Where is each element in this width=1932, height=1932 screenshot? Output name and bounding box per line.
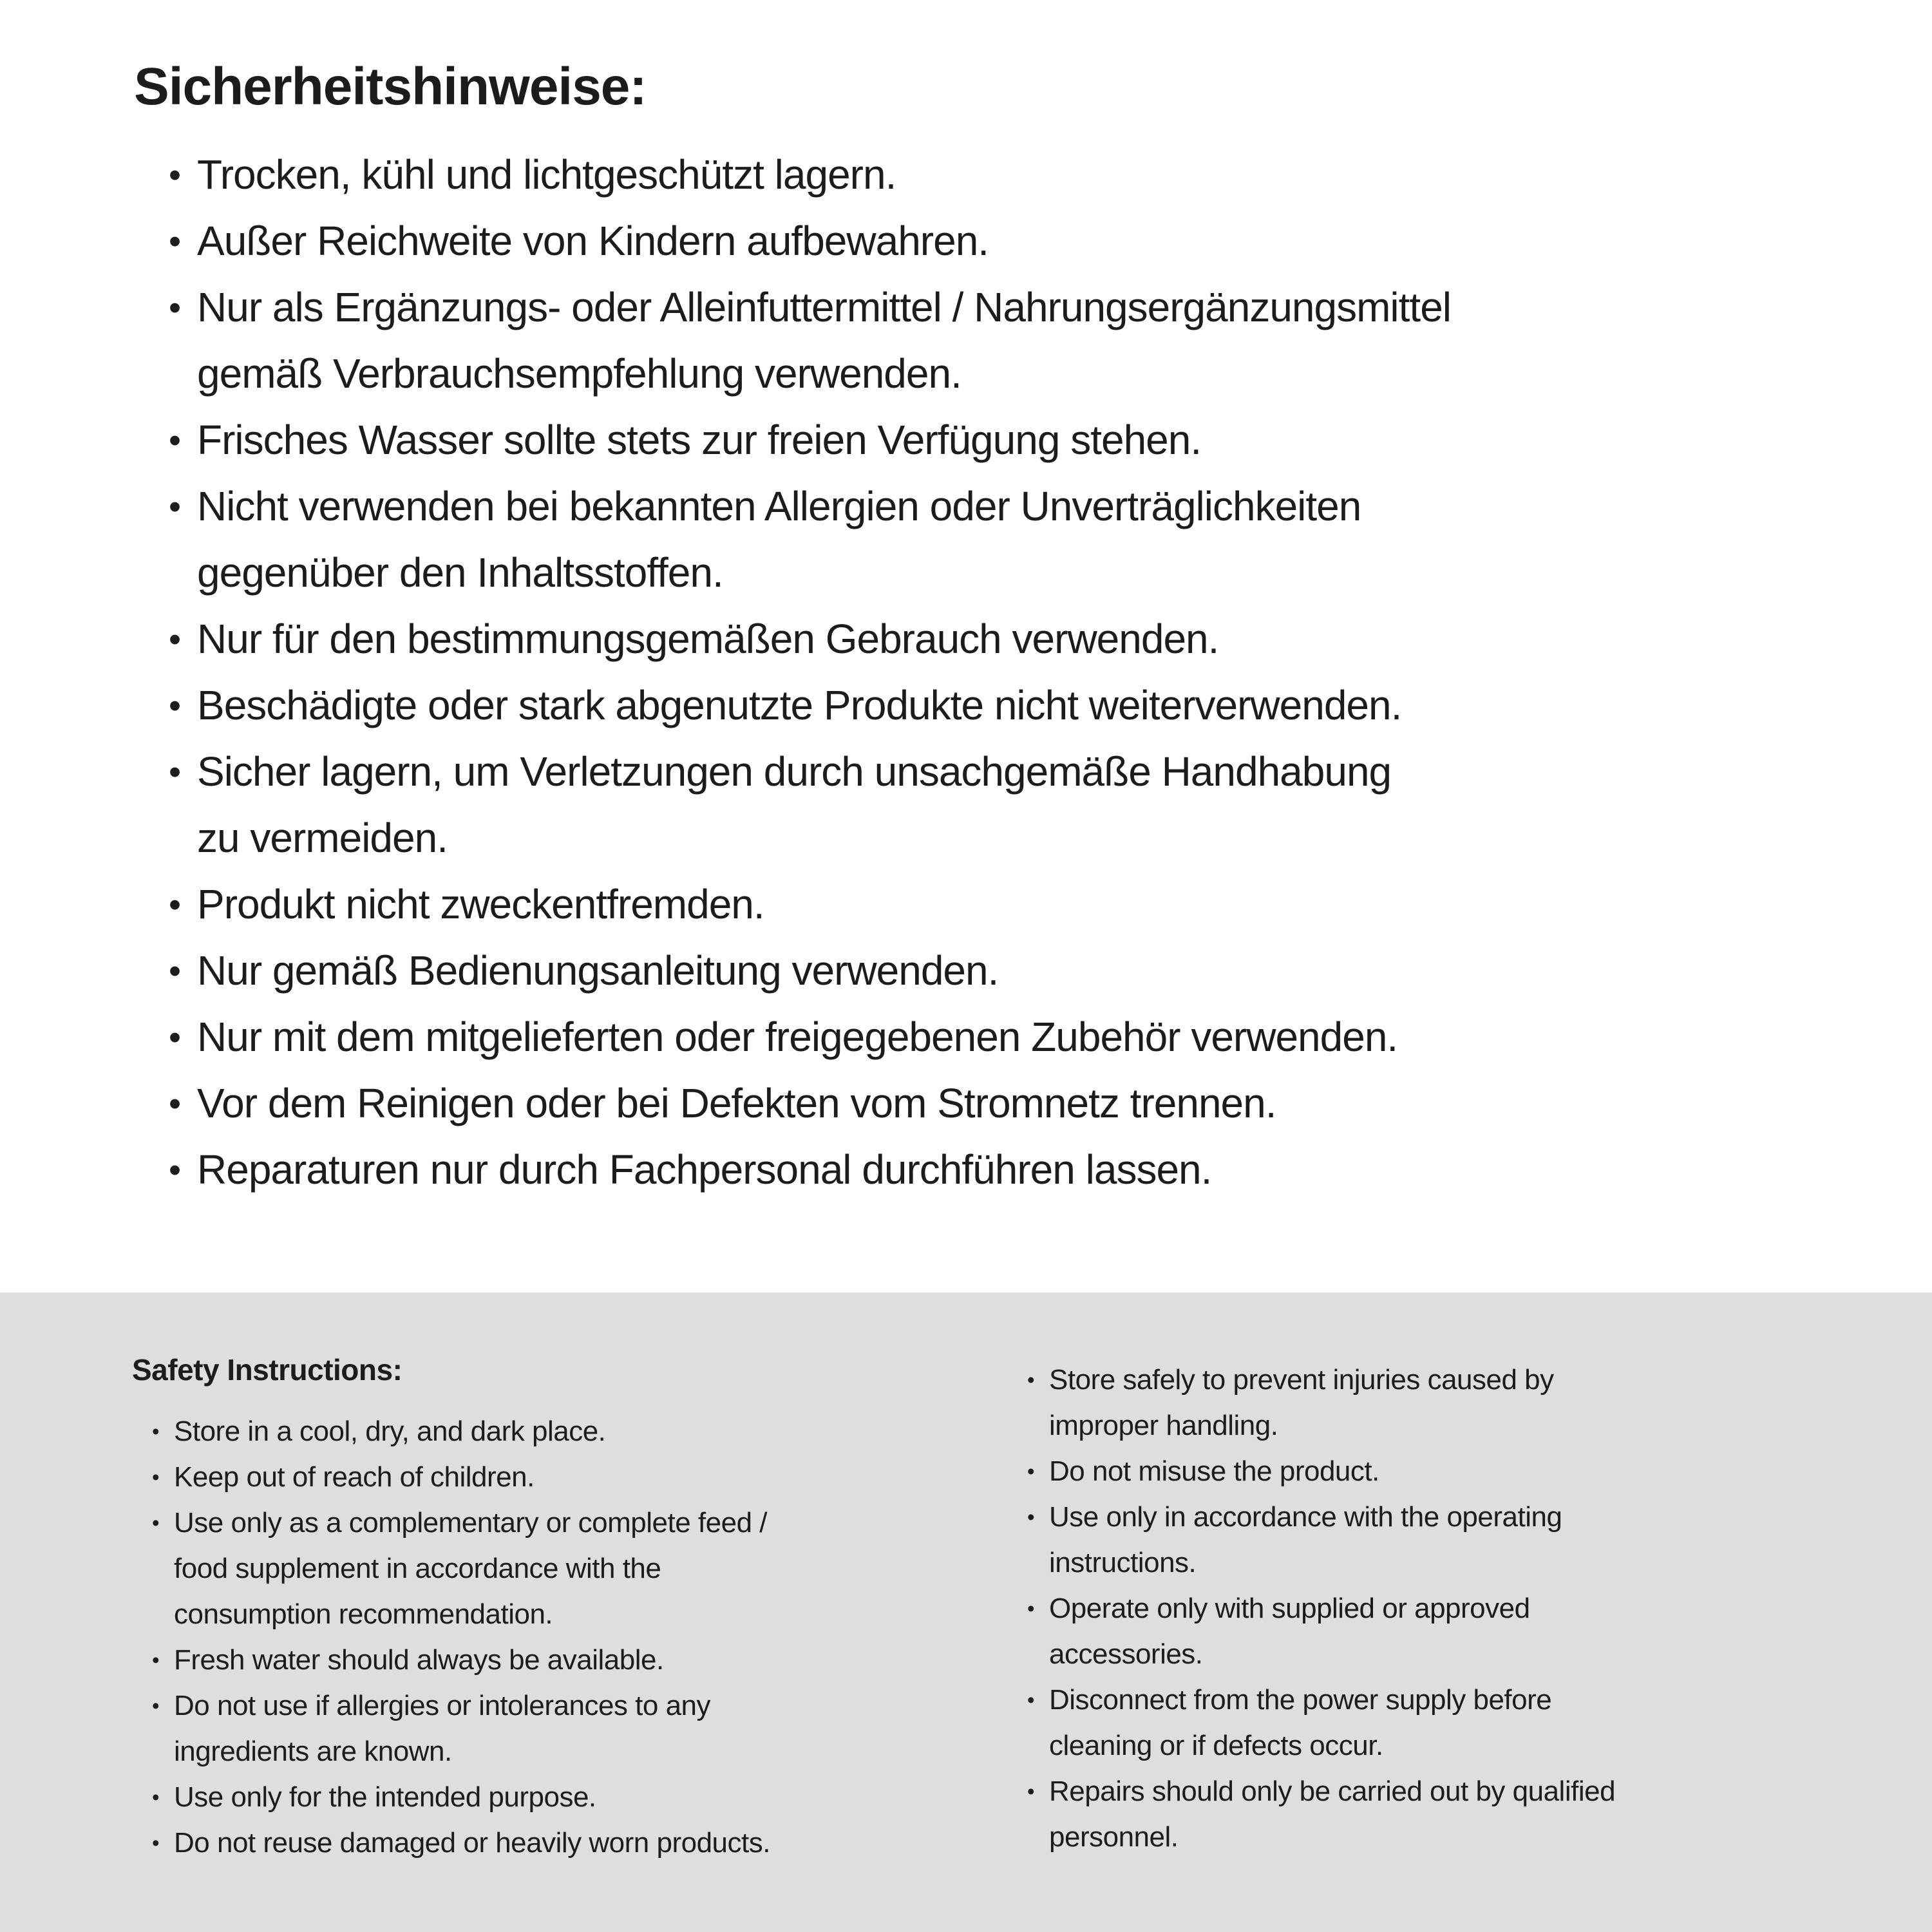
bullet-line: • Außer Reichweite von Kindern aufbewahren. <box>197 208 1451 274</box>
bullet-continuation-line: consumption recommendation. <box>174 1598 553 1630</box>
bullet-line: • Vor dem Reinigen oder bei Defekten vom Stromnetz trennen. <box>197 1070 1451 1137</box>
english-heading: Safety Instructions: <box>132 1353 402 1387</box>
list-item <box>174 1683 770 1774</box>
list-item <box>1049 1494 1615 1586</box>
bullet-continuation-line: ingredients are known. <box>174 1736 452 1767</box>
bullet-line: • Use only in accordance with the operating <box>1049 1494 1615 1540</box>
list-item <box>174 1454 770 1500</box>
bullet-line: • Keep out of reach of children. <box>174 1454 770 1500</box>
list-item <box>174 1500 770 1637</box>
list-item <box>174 1408 770 1454</box>
bullet-line: • Beschädigte oder stark abgenutzte Produkte nicht weiterverwenden. <box>197 672 1451 739</box>
list-item <box>197 672 1451 739</box>
list-item <box>197 1004 1451 1070</box>
bullet-continuation-line: accessories. <box>1049 1638 1203 1670</box>
bullet-line: • Nur als Ergänzungs- oder Alleinfuttermittel / Nahrungsergänzungsmittel <box>197 274 1451 341</box>
bullet-line: • Nur gemäß Bedienungsanleitung verwenden. <box>197 938 1451 1004</box>
bullet-line: • Repairs should only be carried out by qualified <box>1049 1768 1615 1814</box>
bullet-line: • Use only as a complementary or complete feed / <box>174 1500 770 1546</box>
bullet-line: • Reparaturen nur durch Fachpersonal durchführen lassen. <box>197 1137 1451 1203</box>
bullet-continuation-line: personnel. <box>1049 1821 1179 1853</box>
bullet-line: • Do not use if allergies or intolerances to any <box>174 1683 770 1728</box>
list-item <box>197 407 1451 473</box>
bullet-line: • Fresh water should always be available. <box>174 1637 770 1683</box>
bullet-line: • Use only for the intended purpose. <box>174 1774 770 1820</box>
bullet-continuation-line: cleaning or if defects occur. <box>1049 1730 1383 1761</box>
bullet-line: • Store in a cool, dry, and dark place. <box>174 1408 770 1454</box>
list-item <box>174 1820 770 1866</box>
list-item <box>1049 1448 1615 1494</box>
bullet-line: • Disconnect from the power supply before <box>1049 1677 1615 1723</box>
bullet-continuation-line: gemäß Verbrauchsempfehlung verwenden. <box>197 350 961 397</box>
list-item <box>1049 1357 1615 1448</box>
bullet-line: • Nur mit dem mitgelieferten oder freigegebenen Zubehör verwenden. <box>197 1004 1451 1070</box>
list-item <box>197 739 1451 871</box>
list-item <box>197 208 1451 274</box>
bullet-continuation-line: improper handling. <box>1049 1410 1278 1441</box>
bullet-continuation-line: food supplement in accordance with the <box>174 1553 661 1584</box>
bullet-line: • Operate only with supplied or approved <box>1049 1586 1615 1631</box>
list-item <box>197 938 1451 1004</box>
english-left-bullet-list <box>174 1408 770 1866</box>
list-item <box>197 871 1451 938</box>
bullet-line: • Nicht verwenden bei bekannten Allergien oder Unverträglichkeiten <box>197 473 1451 540</box>
list-item <box>197 1137 1451 1203</box>
list-item <box>1049 1586 1615 1677</box>
list-item <box>197 1070 1451 1137</box>
list-item <box>197 274 1451 407</box>
bullet-line: • Do not misuse the product. <box>1049 1448 1615 1494</box>
bullet-line: • Nur für den bestimmungsgemäßen Gebrauch verwenden. <box>197 606 1451 672</box>
german-heading: Sicherheitshinweise: <box>134 57 647 116</box>
bullet-line: • Trocken, kühl und lichtgeschützt lagern. <box>197 142 1451 208</box>
bullet-line: • Frisches Wasser sollte stets zur freien Verfügung stehen. <box>197 407 1451 473</box>
bullet-line: • Store safely to prevent injuries caused by <box>1049 1357 1615 1403</box>
bullet-continuation-line: gegenüber den Inhaltsstoffen. <box>197 549 723 596</box>
english-section <box>0 1293 1932 1932</box>
list-item <box>174 1774 770 1820</box>
list-item <box>174 1637 770 1683</box>
list-item <box>197 606 1451 672</box>
bullet-line: • Sicher lagern, um Verletzungen durch unsachgemäße Handhabung <box>197 739 1451 805</box>
list-item <box>1049 1768 1615 1860</box>
bullet-continuation-line: instructions. <box>1049 1547 1197 1578</box>
list-item <box>1049 1677 1615 1768</box>
english-right-bullet-list <box>1049 1357 1615 1860</box>
list-item <box>197 473 1451 606</box>
german-bullet-list <box>197 142 1451 1203</box>
bullet-line: • Produkt nicht zweckentfremden. <box>197 871 1451 938</box>
bullet-line: • Do not reuse damaged or heavily worn products. <box>174 1820 770 1866</box>
list-item <box>197 142 1451 208</box>
bullet-continuation-line: zu vermeiden. <box>197 815 448 861</box>
